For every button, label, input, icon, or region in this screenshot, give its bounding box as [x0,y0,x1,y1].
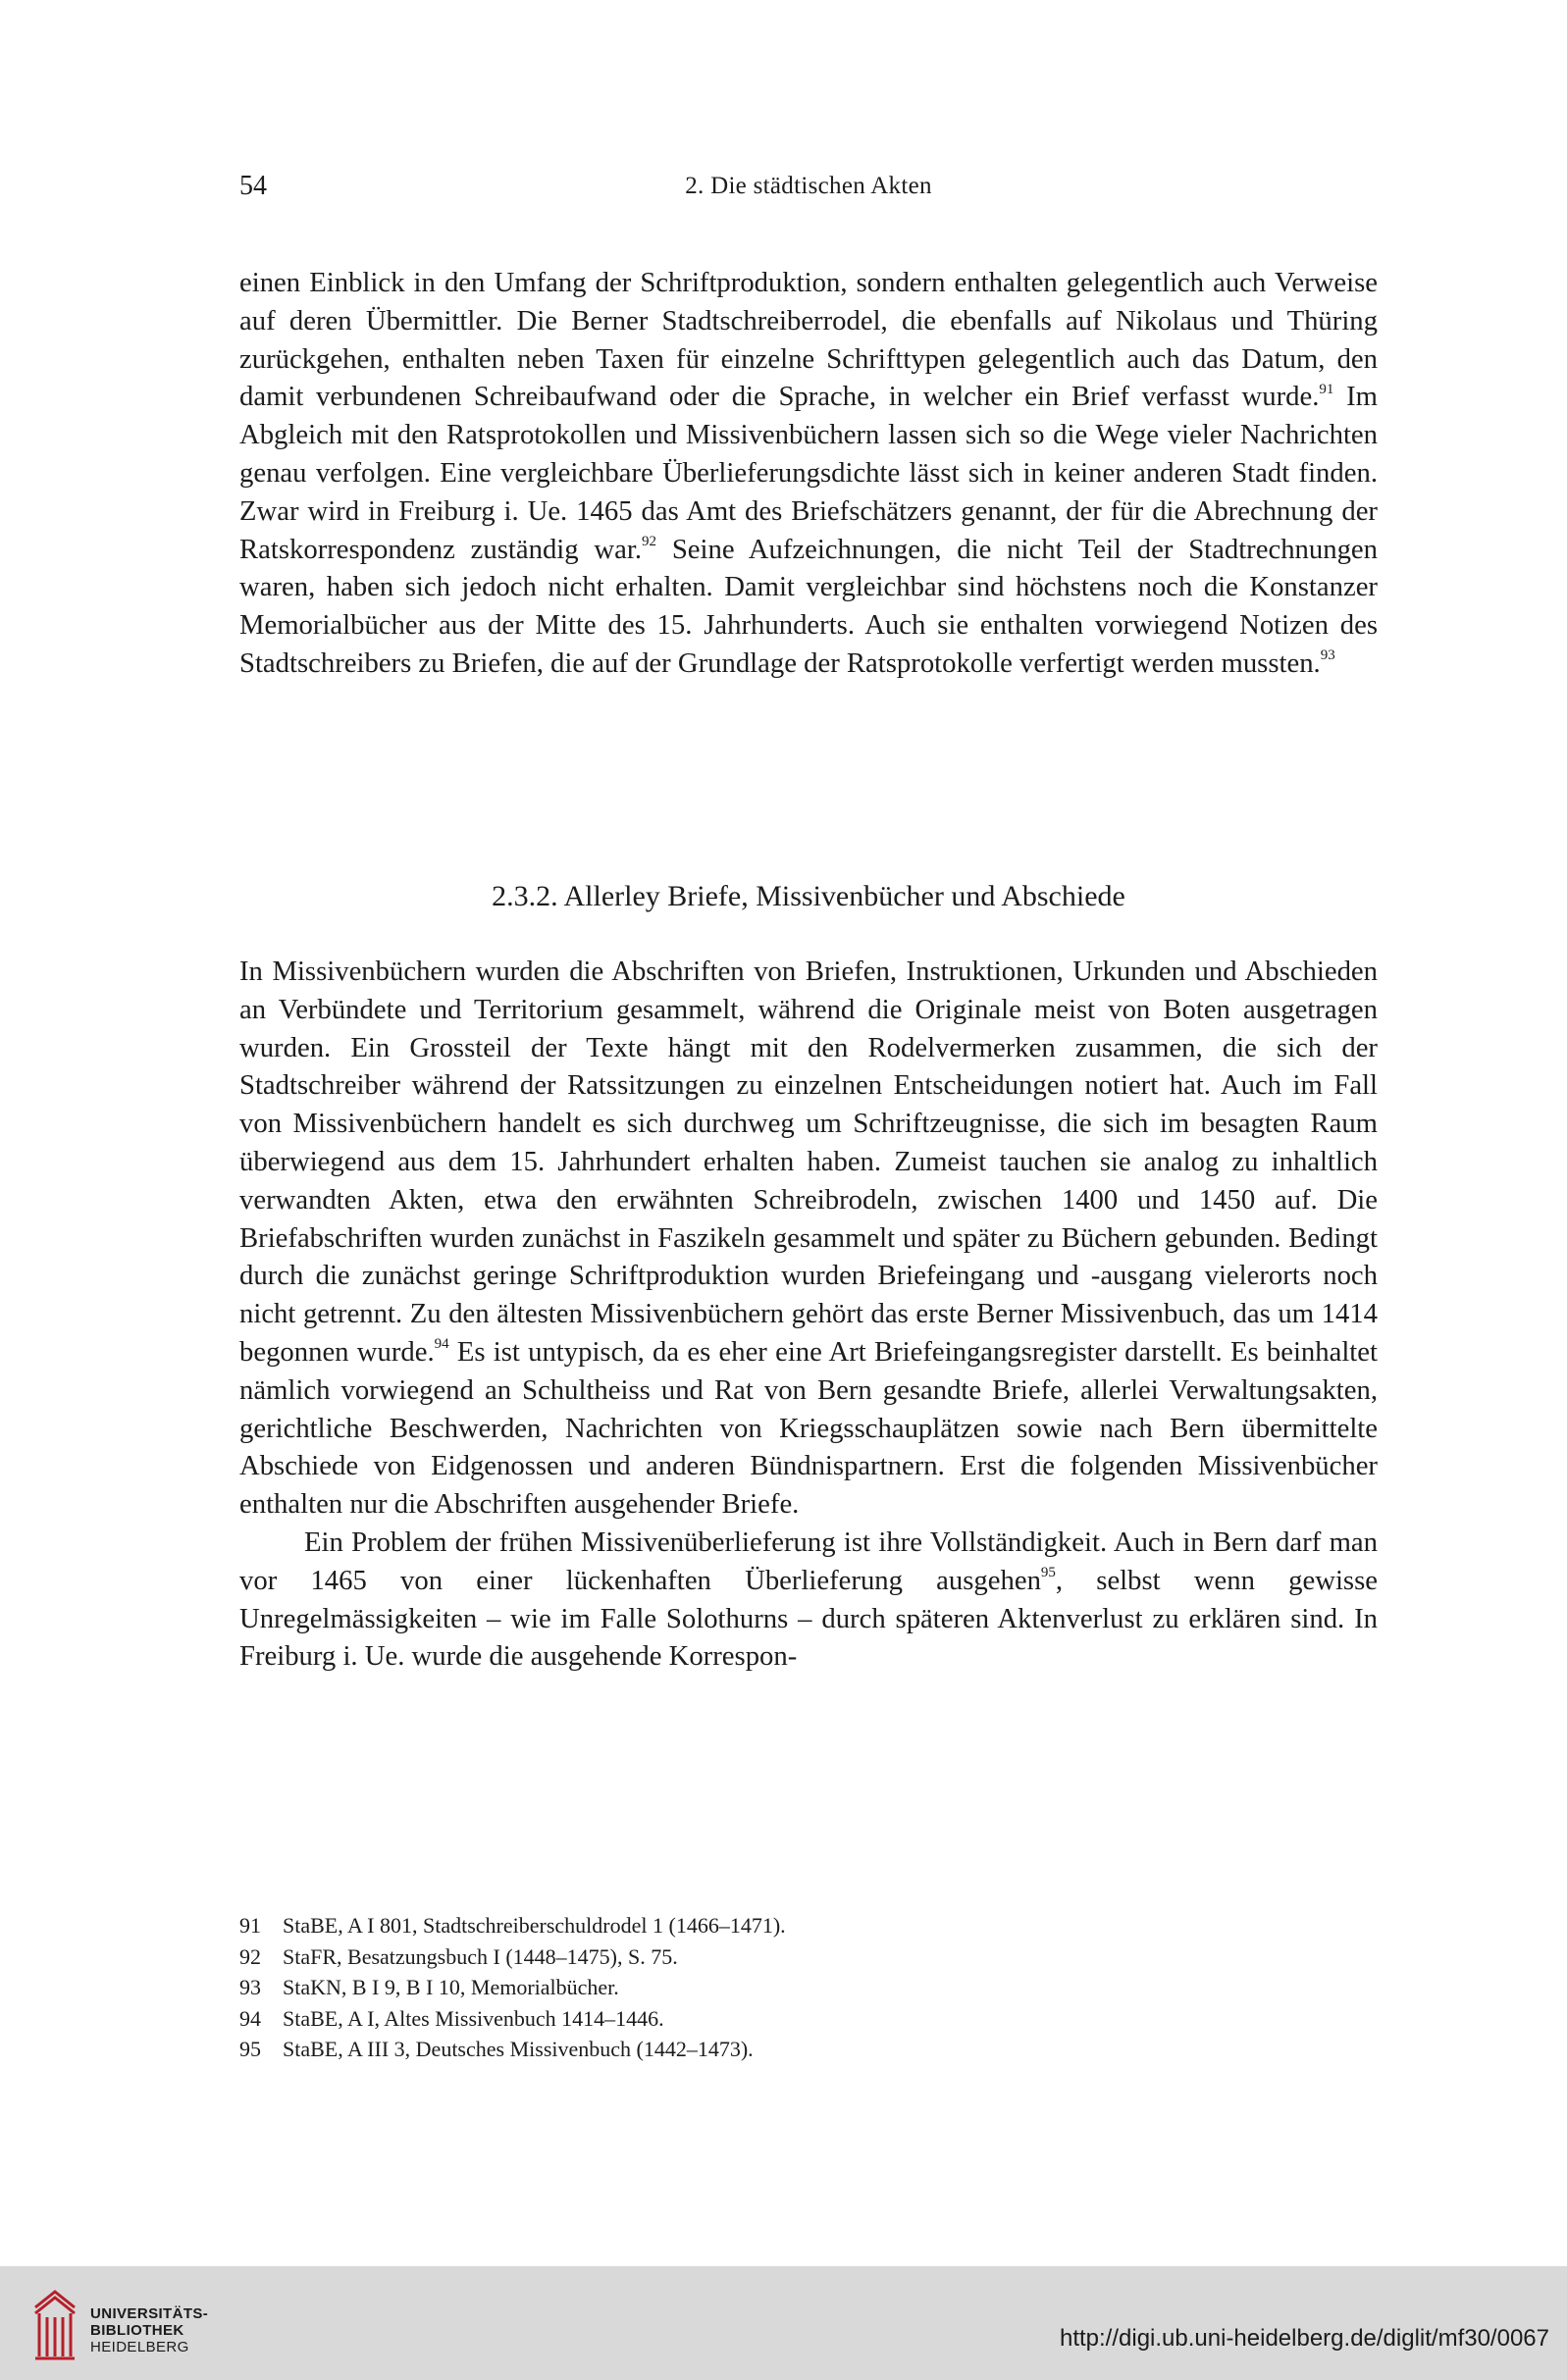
text-run: , selbst wenn gewisse Unregelmässigkeiten – wie im Falle Solothurns – durch späteren Aktenverlust zu erklären sind. In Freiburg i. Ue. wurde die ausgehende Korrespon- [239,1564,1378,1673]
footnote [239,1972,1378,2003]
footnote [239,2003,1378,2035]
library-logo-icon [29,2284,80,2364]
library-name-line: BIBLIOTHEK [90,2322,184,2339]
text-run: einen Einblick in den Umfang der Schriftproduktion, sondern enthalten gelegentlich auch Verweise auf deren Übermittler. Die Berner Stadtschreiberrodel, die ebenfalls auf Nikolaus und Thüring zurückgehen, enthalten neben Taxen für einzelne Schrifttypen gelegentlich auch das Datum, den damit verbundenen Schreibaufwand oder die Sprache, in welcher ein Brief verfasst wurde. [239,267,1378,413]
text-run: Es ist untypisch, da es eher eine Art Briefeingangsregister darstellt. Es beinhaltet nämlich vorwiegend an Schultheiss und Rat von Bern gesandte Briefe, allerlei Verwaltungsakten, gerichtliche Beschwerden, Nachrichten von Kriegsschauplätzen sowie nach Bern übermittelte Abschiede von Eidgenossen und anderen Bündnispartnern. Erst die folgenden Missivenbücher enthalten nur die Abschriften ausgehender Briefe. [239,1335,1378,1521]
footnote-ref[interactable]: 93 [1320,647,1335,664]
footnote-ref[interactable]: 94 [434,1336,449,1353]
footnote-text: StaBE, A III 3, Deutsches Missivenbuch (1442–1473). [283,2037,754,2061]
paragraph [239,264,1378,683]
page-number: 54 [239,171,267,201]
paragraph [239,1524,1378,1676]
text-run: Ein Problem der frühen Missivenüberlieferung ist ihre Vollständigkeit. Auch in Bern darf man vor 1465 von einer lückenhaften Überlieferung ausgehen [239,1526,1378,1596]
library-name-line: HEIDELBERG [90,2339,189,2355]
footnote-number: 93 [239,1975,261,1999]
library-name [90,2305,208,2355]
text-run: In Missivenbüchern wurden die Abschriften von Briefen, Instruktionen, Urkunden und Abschieden an Verbündete und Territorium gesammelt, während die Originale meist von Boten ausgetragen wurden. Ein Grossteil der Texte hängt mit den Rodelvermerken zusammen, die sich der Stadtschreiber während der Ratssitzungen zu einzelnen Entscheidungen notiert hat. Auch im Fall von Missivenbüchern handelt es sich durchweg um Schriftzeugnisse, die sich im besagten Raum überwiegend aus dem 15. Jahrhundert erhalten haben. Zumeist tauchen sie analog zu inhaltlich verwandten Akten, etwa den erwähnten Schreibrodeln, zwischen 1400 und 1450 auf. Die Briefabschriften wurden zunächst in Faszikeln gesammelt und später zu Büchern gebunden. Bedingt durch die zunächst geringe Schriftproduktion wurden Briefeingang und -ausgang vielerorts noch nicht getrennt. Zu den ältesten Missivenbüchern gehört das erste Berner Missivenbuch, das um 1414 begonnen wurde. [239,956,1378,1368]
footnote-text: StaFR, Besatzungsbuch I (1448–1475), S. 75. [283,1943,678,1969]
footnote-text: StaKN, B I 9, B I 10, Memorialbücher. [283,1975,619,1999]
footnote-number: 95 [239,2037,261,2061]
footnote-ref[interactable]: 91 [1319,381,1334,397]
footnote-text: StaBE, A I 801, Stadtschreiberschuldrodel 1 (1466–1471). [283,1913,786,1938]
footnotes [239,1910,1378,2065]
footnote-ref[interactable]: 92 [642,534,657,550]
footnote [239,1910,1378,1941]
body-section-text [239,953,1378,1676]
source-url-link[interactable]: http://digi.ub.uni-heidelberg.de/diglit/mf30/0067 [1059,2325,1549,2352]
page-header [239,167,1378,210]
text-run: Seine Aufzeichnungen, die nicht Teil der Stadtrechnungen waren, haben sich jedoch nicht erhalten. Damit vergleichbar sind höchstens noch die Konstanzer Memorialbücher aus der Mitte des 15. Jahrhunderts. Auch sie enthalten vorwiegend Notizen des Stadtschreibers zu Briefen, die auf der Grundlage der Ratsprotokolle verfertigt werden mussten. [239,533,1378,679]
section-heading: 2.3.2. Allerley Briefe, Missivenbücher und Abschiede [492,880,1125,912]
footnote [239,1941,1378,1973]
paragraph [239,953,1378,1524]
footnote-text: StaBE, A I, Altes Missivenbuch 1414–1446. [283,2005,664,2031]
footnote-ref[interactable]: 95 [1040,1565,1056,1581]
footnote-number: 91 [239,1913,261,1938]
text-run: Im Abgleich mit den Ratsprotokollen und Missivenbüchern lassen sich so die Wege vieler Nachrichten genau verfolgen. Eine vergleichbare Überlieferungsdichte lässt sich in keiner anderen Stadt finden. Zwar wird in Freiburg i. Ue. 1465 das Amt des Briefschätzers genannt, der für die Abrechnung der Ratskorrespondenz zuständig war. [239,381,1378,565]
viewer-footer [0,2266,1567,2380]
running-head: 2. Die städtischen Akten [685,173,932,199]
footnote-number: 94 [239,2005,261,2031]
body-paragraph-1 [239,264,1378,683]
footnote-number: 92 [239,1943,261,1969]
footnote [239,2034,1378,2065]
library-name-line: UNIVERSITÄTS- [90,2305,209,2322]
